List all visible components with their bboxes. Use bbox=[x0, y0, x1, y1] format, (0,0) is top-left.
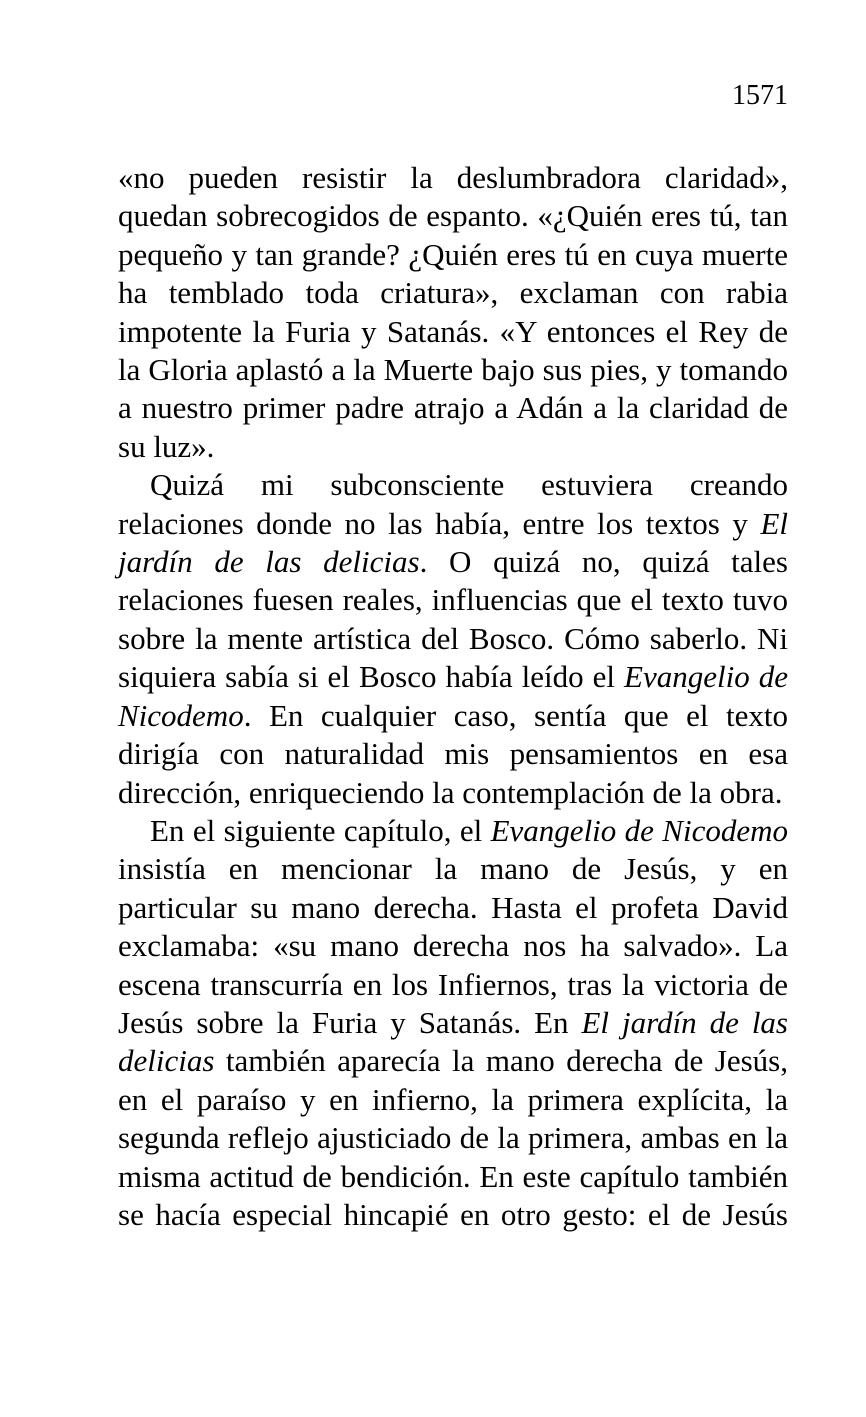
book-title-italic: Evangelio de Nicodemo bbox=[490, 812, 788, 848]
book-title-italic: El jardín de las delicias bbox=[118, 1004, 788, 1079]
text-segment: En el siguiente capítulo, el bbox=[150, 812, 491, 848]
text-segment: Quizá mi subconsciente estuviera creando relaciones donde no las había, entre los textos y bbox=[118, 467, 788, 541]
book-title-italic: Evangelio de Nicodemo bbox=[118, 659, 788, 733]
body-text bbox=[118, 159, 788, 1234]
paragraph-2 bbox=[118, 466, 788, 812]
text-segment: . En cualquier caso, sentía que el texto dirigía con naturalidad mis pensamientos en esa dirección, enriqueciendo la contemplación de la obra. bbox=[118, 697, 788, 810]
text-segment: «no pueden resistir la deslumbradora claridad», quedan sobrecogidos de espanto. «¿Quién eres tú, tan pequeño y tan grande? ¿Quién eres tú en cuya muerte ha temblado toda criatura», exclaman con rabia impotente la Furia y Satanás. «Y entonces el Rey de la Gloria aplastó a la Muerte bajo sus pies, y tomando a nuestro primer padre atrajo a Adán a la claridad de su luz». bbox=[118, 160, 788, 464]
text-segment: . O quizá no, quizá tales relaciones fuesen reales, influencias que el texto tuvo sobre la mente artística del Bosco. Cómo saberlo. Ni siquiera sabía si el Bosco había leído el bbox=[118, 544, 788, 695]
book-title-italic: El jardín de las delicias bbox=[118, 505, 788, 580]
page-number: 1571 bbox=[732, 80, 788, 111]
paragraph-3 bbox=[118, 812, 788, 1234]
paragraph-1 bbox=[118, 159, 788, 466]
text-segment: también aparecía la mano derecha de Jesús, en el paraíso y en infierno, la primera explícita, la segunda reflejo ajusticiado de la primera, ambas en la misma actitud de bendición. En este capítulo también se hacía especial hincapié en otro gesto: el de Jesús bbox=[118, 1043, 788, 1232]
text-segment: insistía en mencionar la mano de Jesús, y en particular su mano derecha. Hasta el profeta David exclamaba: «su mano derecha nos ha salvado». La escena transcurría en los Infiernos, tras la victoria de Jesús sobre la Furia y Satanás. En bbox=[118, 851, 788, 1040]
